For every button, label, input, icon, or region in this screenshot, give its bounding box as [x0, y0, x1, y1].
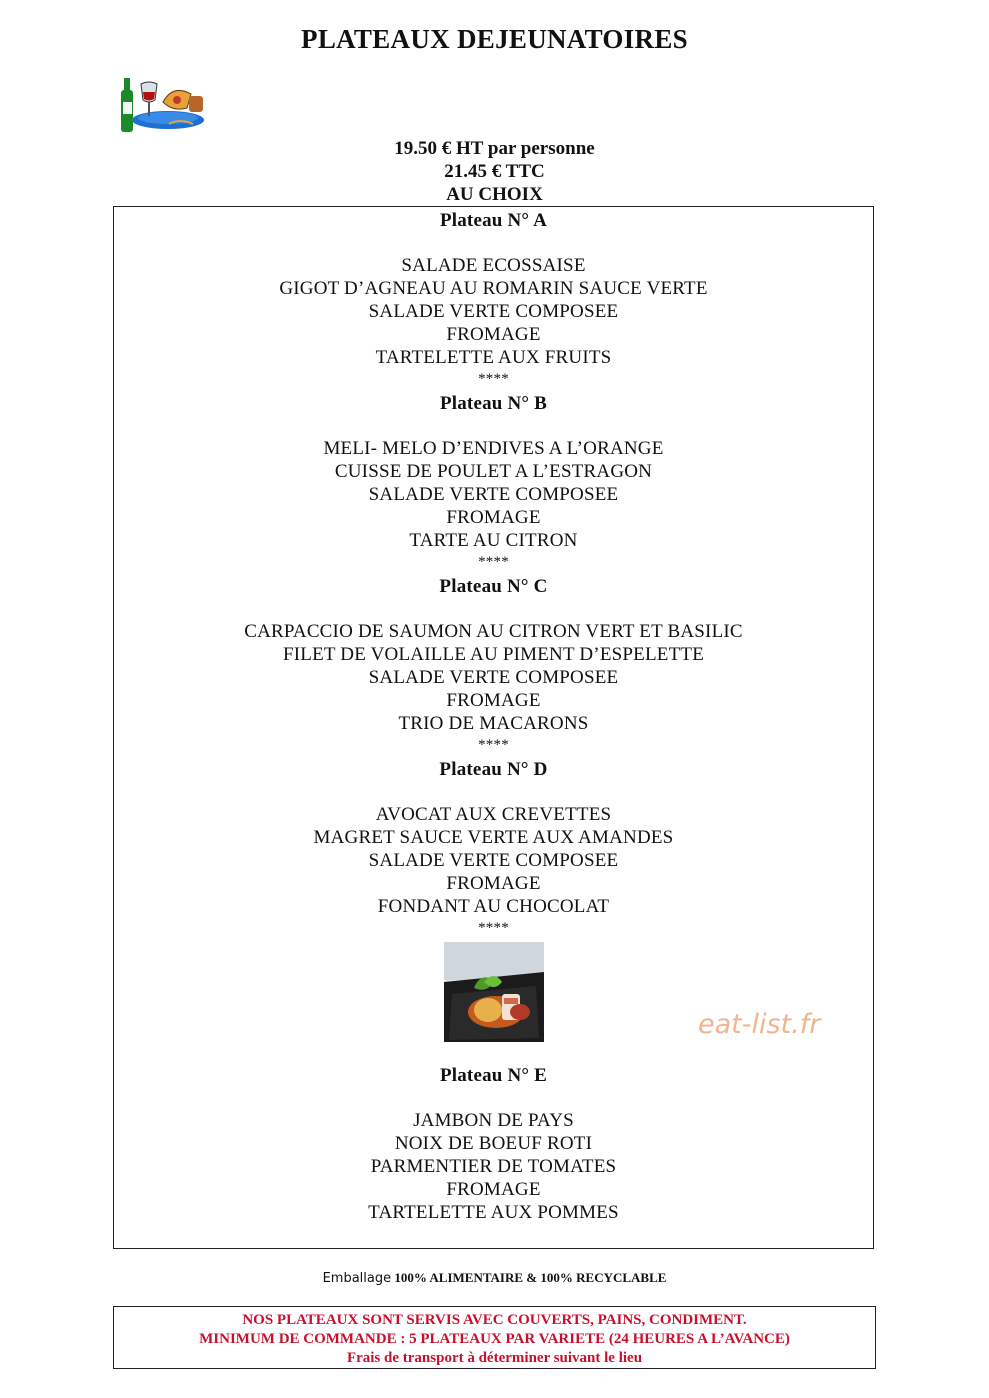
- menu-item: CUISSE DE POULET A L’ESTRAGON: [334, 461, 653, 482]
- wine-and-food-logo-icon: [113, 74, 208, 140]
- menu-item: TARTE AU CITRON: [409, 530, 578, 551]
- menu-item: FROMAGE: [446, 690, 541, 711]
- menu-item: SALADE VERTE COMPOSEE: [368, 667, 619, 688]
- separator: ****: [478, 737, 509, 753]
- notice-box: [113, 1306, 876, 1369]
- page-title: PLATEAUX DEJEUNATOIRES: [301, 24, 688, 54]
- packaging-text: 100% ALIMENTAIRE & 100% RECYCLABLE: [394, 1270, 667, 1285]
- packaging-note: [0, 1270, 989, 1286]
- menu-item: AVOCAT AUX CREVETTES: [375, 804, 612, 825]
- price-ttc: 21.45 € TTC: [444, 161, 545, 182]
- menu-item: FONDANT AU CHOCOLAT: [377, 896, 610, 917]
- menu-item: FROMAGE: [446, 873, 541, 894]
- menu-item: MAGRET SAUCE VERTE AUX AMANDES: [313, 827, 674, 848]
- menu-item: TRIO DE MACARONS: [398, 713, 589, 734]
- menu-item: TARTELETTE AUX FRUITS: [375, 347, 612, 368]
- menu-item: CARPACCIO DE SAUMON AU CITRON VERT ET BASILIC: [244, 621, 743, 642]
- notice-line-1: NOS PLATEAUX SONT SERVIS AVEC COUVERTS, PAINS, CONDIMENT.: [242, 1312, 747, 1328]
- notice-line-3: Frais de transport à déterminer suivant le lieu: [346, 1350, 643, 1366]
- packaging-prefix: Emballage: [322, 1271, 392, 1286]
- plateau-b-title: Plateau N° B: [439, 393, 548, 414]
- plateau-e-title: Plateau N° E: [439, 1065, 548, 1086]
- separator: ****: [478, 554, 509, 570]
- choice-label: AU CHOIX: [446, 184, 543, 205]
- plateau-a-title: Plateau N° A: [439, 210, 548, 231]
- menu-item: MELI- MELO D’ENDIVES A L’ORANGE: [323, 438, 664, 459]
- watermark: eat-list.fr: [698, 1009, 821, 1040]
- separator: ****: [478, 920, 509, 936]
- plateau-c-title: Plateau N° C: [439, 576, 548, 597]
- menu-item: SALADE VERTE COMPOSEE: [368, 850, 619, 871]
- menu-item: FROMAGE: [446, 507, 541, 528]
- separator: ****: [478, 371, 509, 387]
- menu-item: JAMBON DE PAYS: [413, 1110, 574, 1131]
- menu-item: FILET DE VOLAILLE AU PIMENT D’ESPELETTE: [282, 644, 704, 665]
- menu-item: TARTELETTE AUX POMMES: [368, 1202, 619, 1223]
- lunch-tray-photo: [444, 942, 544, 1042]
- menu-item: GIGOT D’AGNEAU AU ROMARIN SAUCE VERTE: [279, 278, 708, 299]
- menu-item: SALADE ECOSSAISE: [401, 255, 586, 276]
- notice-line-2: MINIMUM DE COMMANDE : 5 PLATEAUX PAR VARIETE (24 HEURES A L’AVANCE): [199, 1331, 790, 1347]
- menu-item: PARMENTIER DE TOMATES: [370, 1156, 617, 1177]
- menu-item: FROMAGE: [446, 324, 541, 345]
- menu-item: SALADE VERTE COMPOSEE: [368, 484, 619, 505]
- menu-box: [113, 206, 874, 1249]
- menu-item: NOIX DE BOEUF ROTI: [394, 1133, 593, 1154]
- plateau-d-title: Plateau N° D: [439, 759, 548, 780]
- price-ht: 19.50 € HT par personne: [394, 138, 595, 159]
- menu-item: SALADE VERTE COMPOSEE: [368, 301, 619, 322]
- menu-item: FROMAGE: [446, 1179, 541, 1200]
